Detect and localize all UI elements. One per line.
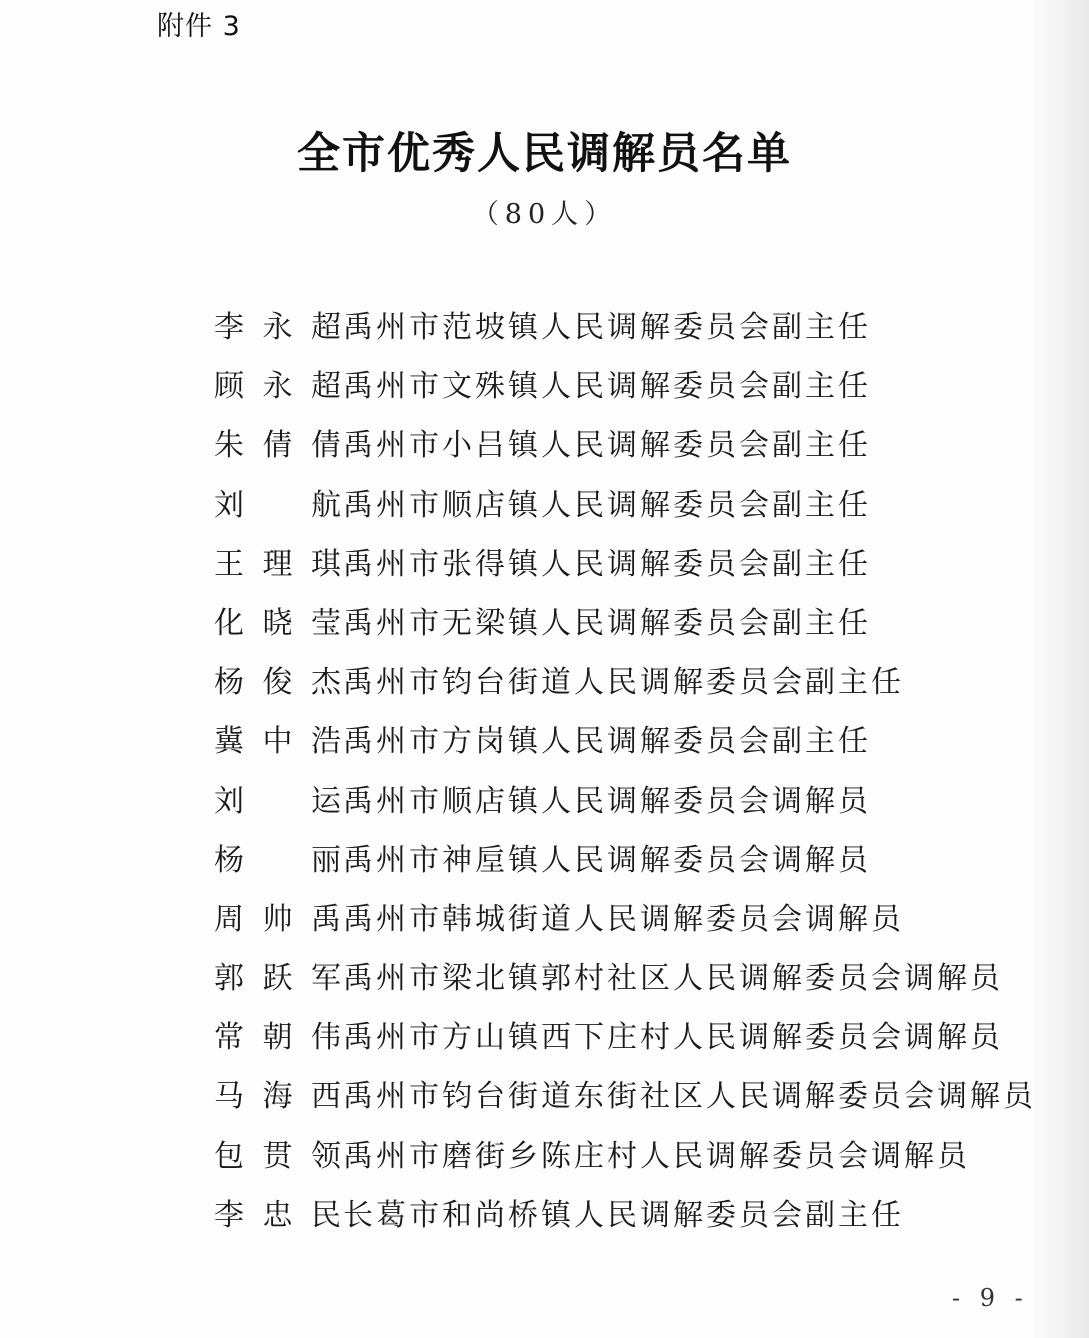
list-item [214,1194,1036,1253]
mediator-position: 禹州市方岗镇人民调解委员会副主任 [343,724,871,760]
page-number: - 9 - [952,1284,1029,1312]
mediator-name: 常朝伟 [214,1020,341,1056]
document-title: 全市优秀人民调解员名单 [297,129,792,179]
mediator-position: 禹州市钧台街道人民调解委员会副主任 [343,665,904,701]
mediator-name: 杨 丽 [214,842,341,878]
mediator-name: 周帅禹 [214,901,341,937]
list-item [214,720,1036,779]
mediator-name: 马海西 [214,1079,341,1115]
list-item [214,543,1036,602]
mediator-position: 禹州市韩城街道人民调解委员会调解员 [343,901,904,937]
mediator-position: 禹州市文殊镇人民调解委员会副主任 [343,369,871,405]
mediator-name: 冀中浩 [214,724,341,760]
list-item [214,602,1036,661]
mediator-position: 长葛市和尚桥镇人民调解委员会副主任 [343,1197,904,1233]
mediator-position: 禹州市梁北镇郭村社区人民调解委员会调解员 [343,961,1003,997]
list-item [214,1016,1036,1075]
mediator-position: 禹州市方山镇西下庄村人民调解委员会调解员 [343,1020,1003,1056]
list-item [214,365,1036,424]
mediator-list [214,306,1036,1253]
mediator-position: 禹州市小吕镇人民调解委员会副主任 [343,428,871,464]
mediator-name: 郭跃军 [214,961,341,997]
list-item [214,424,1036,483]
list-item [214,306,1036,365]
mediator-name: 化晓莹 [214,605,341,641]
mediator-name: 王理琪 [214,546,341,582]
mediator-position: 禹州市无梁镇人民调解委员会副主任 [343,605,871,641]
mediator-name: 李忠民 [214,1197,341,1233]
mediator-position: 禹州市顺店镇人民调解委员会调解员 [343,783,871,819]
mediator-position: 禹州市顺店镇人民调解委员会副主任 [343,487,871,523]
mediator-position: 禹州市钧台街道东街社区人民调解委员会调解员 [343,1079,1036,1115]
list-item [214,661,1036,720]
mediator-name: 刘 运 [214,783,341,819]
mediator-position: 禹州市张得镇人民调解委员会副主任 [343,546,871,582]
mediator-name: 李永超 [214,310,341,345]
list-item [214,898,1036,957]
mediator-name: 刘 航 [214,487,341,523]
mediator-name: 朱倩倩 [214,428,341,464]
list-item [214,1135,1036,1194]
list-item [214,1075,1036,1134]
mediator-position: 禹州市神垕镇人民调解委员会调解员 [343,842,871,878]
mediator-name: 顾永超 [214,369,341,405]
mediator-position: 禹州市磨街乡陈庄村人民调解委员会调解员 [343,1138,970,1174]
list-item [214,957,1036,1016]
mediator-name: 杨俊杰 [214,665,341,701]
attachment-label: 附件 3 [157,11,241,42]
list-item [214,780,1036,839]
document-count: （80人） [471,199,618,230]
mediator-position: 禹州市范坡镇人民调解委员会副主任 [343,310,871,345]
mediator-name: 包贯领 [214,1138,341,1174]
list-item [214,839,1036,898]
list-item [214,484,1036,543]
